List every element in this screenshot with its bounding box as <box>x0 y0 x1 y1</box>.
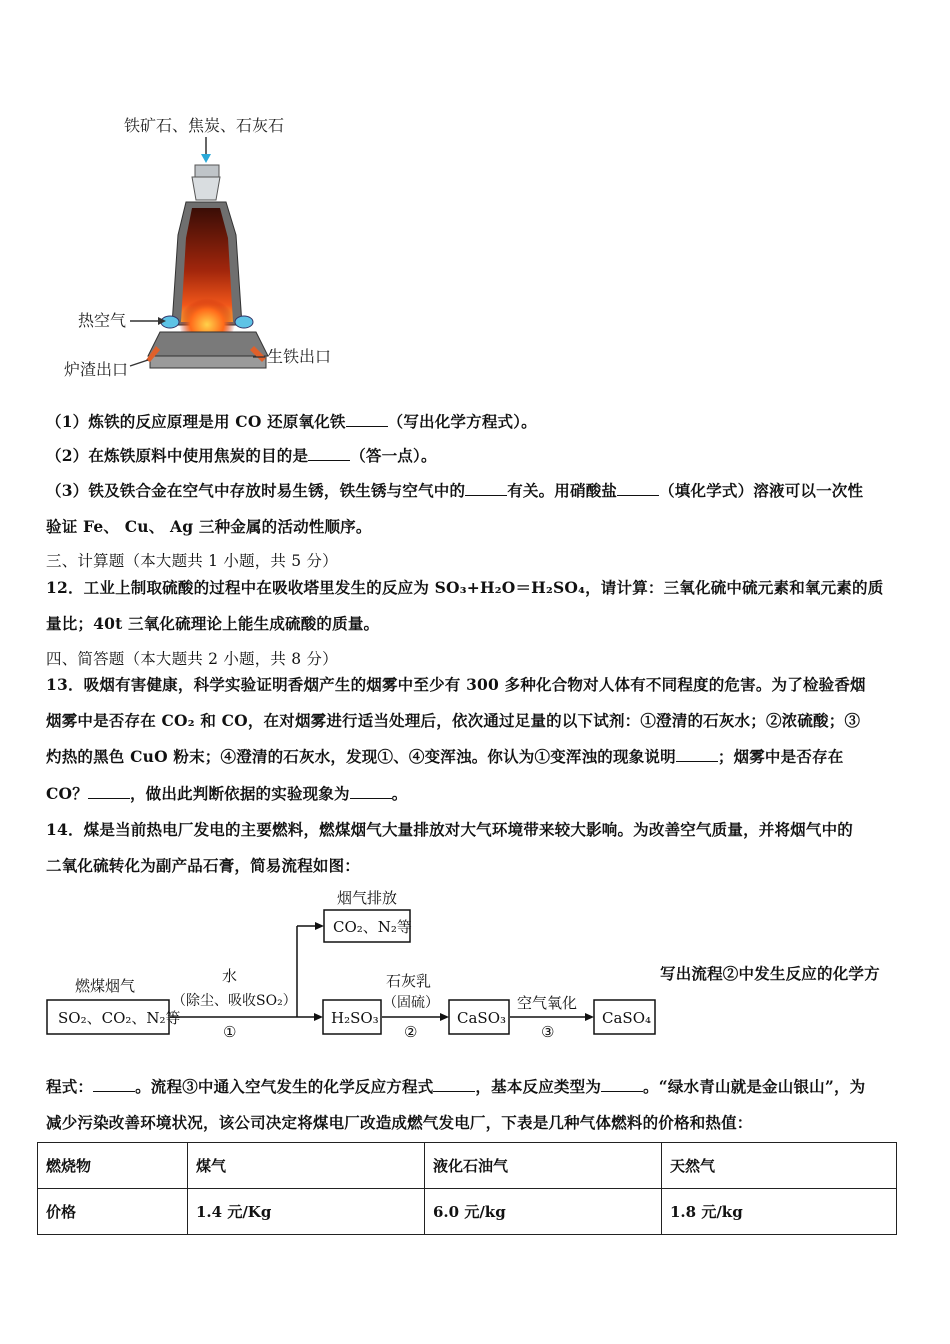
table-row <box>38 1189 897 1235</box>
water-label: 水 <box>222 967 238 985</box>
section4-heading: 四、简答题（本大题共 2 小题，共 8 分） <box>46 650 338 668</box>
step2-label: ② <box>404 1023 418 1041</box>
arrow-icon <box>440 1013 449 1021</box>
table-header-cell: 天然气 <box>662 1143 897 1189</box>
slag-outlet-label: 炉渣出口 <box>64 360 129 379</box>
lime-sub-label: （固硫） <box>383 995 439 1011</box>
answer-blank <box>88 783 130 800</box>
coal-gas-label: 燃煤烟气 <box>75 977 136 995</box>
furnace-top-label: 铁矿石、焦炭、石灰石 <box>124 116 285 135</box>
arrow-icon <box>315 922 324 930</box>
table-cell: 1.4 元/Kg <box>188 1189 425 1235</box>
coal-box-text: SO₂、CO₂、N₂等 <box>58 1009 181 1027</box>
q11-part1: （1）炼铁的反应原理是用 CO 还原氧化铁 （写出化学方程式）。 <box>46 412 537 431</box>
answer-blank <box>308 445 350 462</box>
q13-line2: 烟雾中是否存在 CO₂ 和 CO，在对烟雾进行适当处理后，依次通过足量的以下试剂：①澄清的石灰水；②浓硫酸；③ <box>46 711 861 730</box>
arrow-icon <box>585 1013 594 1021</box>
section3-heading: 三、计算题（本大题共 1 小题，共 5 分） <box>46 552 338 570</box>
q11-part3-cont: 验证 Fe、 Cu、 Ag 三种金属的活动性顺序。 <box>46 517 372 536</box>
answer-blank <box>433 1076 475 1093</box>
q14-line3: 程式： 。流程③中通入空气发生的化学反应方程式 ，基本反应类型为 。“绿水青山就是金山银山”，为 <box>46 1077 866 1096</box>
answer-blank <box>676 746 718 763</box>
q12-line1: 12．工业上制取硫酸的过程中在吸收塔里发生的反应为 SO₃+H₂O＝H₂SO₄，请计算：三氧化硫中硫元素和氧元素的质 <box>46 578 884 597</box>
blast-furnace-figure <box>60 110 350 385</box>
arrow-icon <box>314 1013 323 1021</box>
step1-label: ① <box>223 1023 237 1041</box>
fuel-price-table <box>37 1142 897 1235</box>
emission-box-text: CO₂、N₂等 <box>333 918 412 936</box>
answer-blank <box>617 480 659 497</box>
q14-line1: 14．煤是当前热电厂发电的主要燃料，燃煤烟气大量排放对大气环境带来较大影响。为改善空气质量，并将烟气中的 <box>46 820 853 839</box>
inlet-arrow-icon <box>201 154 211 163</box>
h2so3-text: H₂SO₃ <box>331 1009 379 1027</box>
caso3-text: CaSO₃ <box>457 1009 507 1027</box>
caso4-text: CaSO₄ <box>602 1009 652 1027</box>
q14-line4: 减少污染改善环境状况，该公司决定将煤电厂改造成燃气发电厂，下表是几种气体燃料的价格和热值： <box>46 1113 753 1132</box>
table-cell: 价格 <box>38 1189 188 1235</box>
lime-label: 石灰乳 <box>386 972 432 990</box>
answer-blank <box>601 1076 643 1093</box>
answer-blank <box>346 411 388 428</box>
table-header-cell: 液化石油气 <box>425 1143 662 1189</box>
table-cell: 6.0 元/kg <box>425 1189 662 1235</box>
q13-line1: 13．吸烟有害健康，科学实验证明香烟产生的烟雾中至少有 300 多种化合物对人体有不同程度的危害。为了检验香烟 <box>46 675 866 694</box>
q14-line2: 二氧化硫转化为副产品石膏，简易流程如图： <box>46 856 361 875</box>
emission-label: 烟气排放 <box>337 889 398 907</box>
q12-line2: 量比；40t 三氧化硫理论上能生成硫酸的质量。 <box>46 614 380 633</box>
table-header-row <box>38 1143 897 1189</box>
table-cell: 1.8 元/kg <box>662 1189 897 1235</box>
flow-diagram <box>40 878 670 1048</box>
answer-blank <box>465 480 507 497</box>
q11-part2: （2）在炼铁原料中使用焦炭的目的是 （答一点）。 <box>46 446 437 465</box>
q14-side-text: 写出流程②中发生反应的化学方 <box>660 964 880 983</box>
iron-outlet-label: 生铁出口 <box>267 347 332 366</box>
q13-line3: 灼热的黑色 CuO 粉末；④澄清的石灰水，发现①、④变浑浊。你认为①变浑浊的现象说明 ；烟雾中是否存在 <box>46 747 844 766</box>
air-label: 空气氧化 <box>517 994 578 1012</box>
table-header-cell: 煤气 <box>188 1143 425 1189</box>
answer-blank <box>93 1076 135 1093</box>
step3-label: ③ <box>541 1023 555 1041</box>
q11-part3: （3）铁及铁合金在空气中存放时易生锈，铁生锈与空气中的 有关。用硝酸盐 （填化学式）溶液可以一次性 <box>46 481 864 500</box>
water-sub-label: （除尘、吸收SO₂） <box>172 993 297 1009</box>
table-header-cell: 燃烧物 <box>38 1143 188 1189</box>
q13-line4: CO？ ，做出此判断依据的实验现象为 。 <box>46 784 408 803</box>
answer-blank <box>350 783 392 800</box>
hot-air-label: 热空气 <box>78 311 127 330</box>
